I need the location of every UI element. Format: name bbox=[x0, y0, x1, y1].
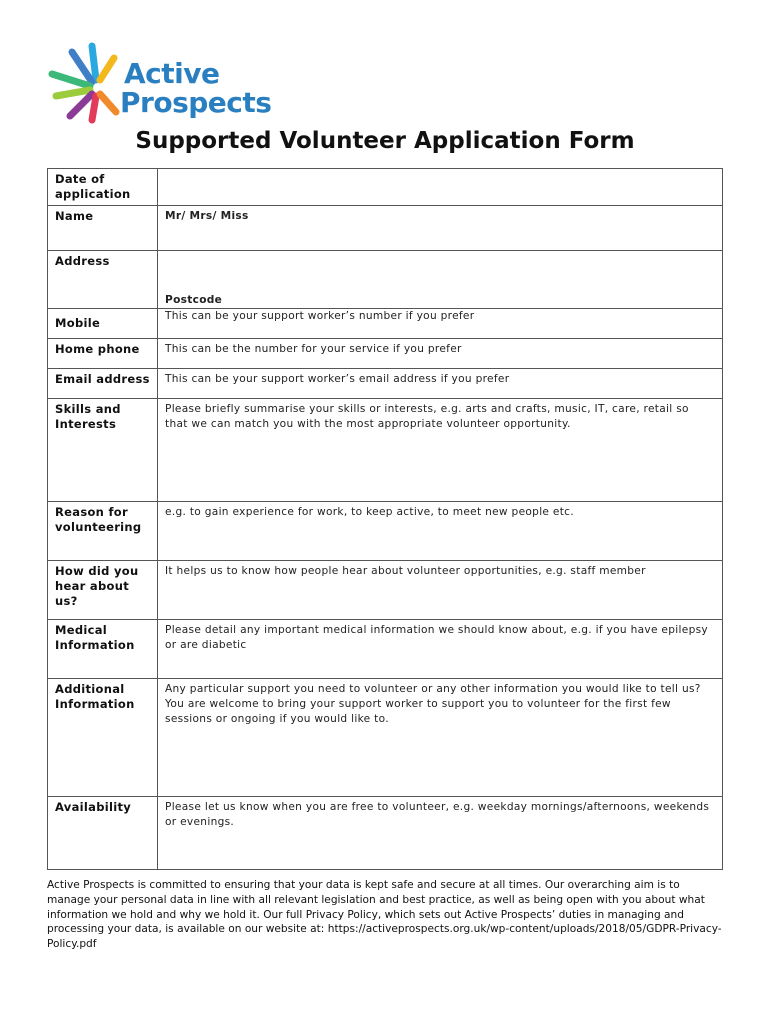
form-row-reason bbox=[48, 502, 723, 561]
field-additional-information[interactable]: Any particular support you need to volunteer or any other information you would like to tell us? You are welcome to bring your support worker to support you to volunteer for the first few sessions or ongoing if you would like to. bbox=[158, 679, 723, 797]
label-address: Address bbox=[48, 251, 158, 309]
label-home-phone: Home phone bbox=[48, 339, 158, 369]
label-date-of-application: Date of application bbox=[48, 169, 158, 206]
form-row-additional bbox=[48, 679, 723, 797]
form-row-how-heard bbox=[48, 561, 723, 620]
form-row-availability bbox=[48, 797, 723, 870]
label-additional-information: Additional Information bbox=[48, 679, 158, 797]
field-skills-and-interests[interactable]: Please briefly summarise your skills or interests, e.g. arts and crafts, music, IT, care, retail so that we can match you with the most appropriate volunteer opportunity. bbox=[158, 399, 723, 502]
form-row-skills bbox=[48, 399, 723, 502]
field-address[interactable] bbox=[158, 251, 723, 309]
form-row-address bbox=[48, 251, 723, 309]
privacy-notice: Active Prospects is committed to ensuring that your data is kept safe and secure at all times. Our overarching aim is to manage your personal data in line with all relevant legislation and best practice, as well as being open with you about what information we hold and why we hold it. Our full Privacy Policy, which sets out Active Prospects’ duties in managing and processing your data, is available on our website at: https://activeprospects.org.uk/wp-content/uploads/2018/05/GDPR-Privacy-Policy.pdf bbox=[47, 879, 722, 951]
form-row-mobile bbox=[48, 309, 723, 339]
logo-burst-icon bbox=[44, 40, 124, 124]
label-name: Name bbox=[48, 206, 158, 251]
form-row-email bbox=[48, 369, 723, 399]
label-availability: Availability bbox=[48, 797, 158, 870]
label-reason-for-volunteering: Reason for volunteering bbox=[48, 502, 158, 561]
field-availability[interactable]: Please let us know when you are free to volunteer, e.g. weekday mornings/afternoons, weekends or evenings. bbox=[158, 797, 723, 870]
label-how-did-you-hear: How did you hear about us? bbox=[48, 561, 158, 620]
field-how-did-you-hear[interactable]: It helps us to know how people hear about volunteer opportunities, e.g. staff member bbox=[158, 561, 723, 620]
form-row-medical bbox=[48, 620, 723, 679]
field-mobile[interactable]: This can be your support worker’s number if you prefer bbox=[158, 309, 723, 339]
form-row-name bbox=[48, 206, 723, 251]
label-mobile: Mobile bbox=[48, 309, 158, 339]
logo-word-prospects: Prospects bbox=[120, 86, 272, 119]
application-form-table bbox=[47, 168, 723, 870]
field-date-of-application[interactable] bbox=[158, 169, 723, 206]
field-medical-information[interactable]: Please detail any important medical information we should know about, e.g. if you have epilepsy or are diabetic bbox=[158, 620, 723, 679]
label-medical-information: Medical Information bbox=[48, 620, 158, 679]
form-row-home-phone bbox=[48, 339, 723, 369]
field-reason-for-volunteering[interactable]: e.g. to gain experience for work, to keep active, to meet new people etc. bbox=[158, 502, 723, 561]
active-prospects-logo bbox=[44, 40, 272, 124]
logo-word-active: Active bbox=[124, 57, 220, 90]
field-email-address[interactable]: This can be your support worker’s email address if you prefer bbox=[158, 369, 723, 399]
field-name[interactable]: Mr/ Mrs/ Miss bbox=[158, 206, 723, 251]
label-email-address: Email address bbox=[48, 369, 158, 399]
postcode-label: Postcode bbox=[165, 294, 223, 306]
label-skills-and-interests: Skills and Interests bbox=[48, 399, 158, 502]
page-title: Supported Volunteer Application Form bbox=[135, 128, 635, 154]
field-home-phone[interactable]: This can be the number for your service if you prefer bbox=[158, 339, 723, 369]
form-row-date bbox=[48, 169, 723, 206]
